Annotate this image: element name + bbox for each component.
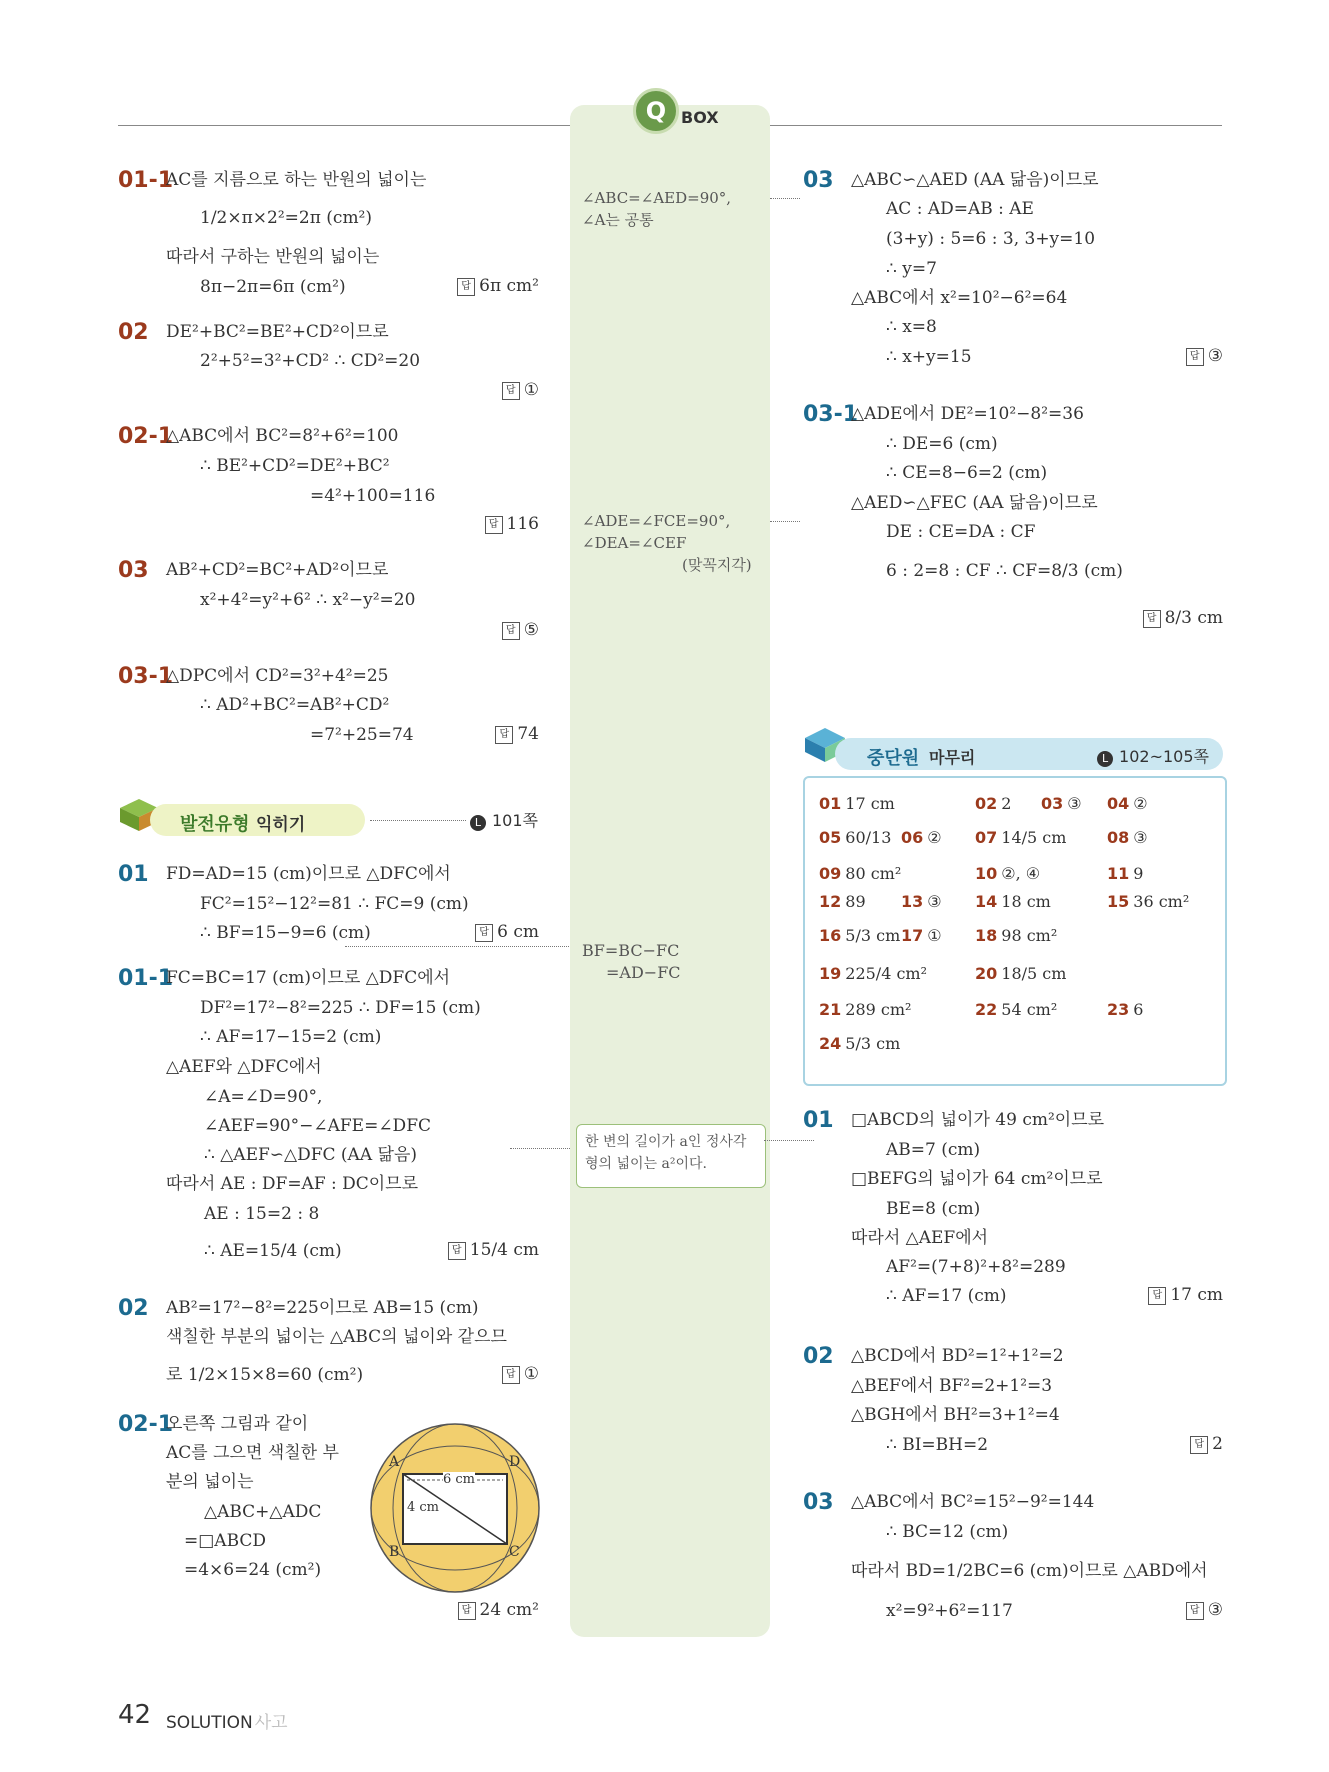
footer-label: SOLUTION 사고 [166, 1713, 288, 1733]
problem-number: 01 [118, 862, 149, 887]
text-line: =4×6=24 (cm²) [184, 1560, 322, 1580]
answer-grid-item [819, 794, 895, 813]
answer: 답 6 cm [475, 922, 539, 942]
problem-number: 03 [803, 1490, 834, 1515]
answer-grid-item [819, 964, 927, 983]
answer-grid-number: 03 [1041, 794, 1064, 813]
text-line: AC를 지름으로 하는 반원의 넓이는 [166, 170, 427, 190]
text-line: FD=AD=15 (cm)이므로 △DFC에서 [166, 864, 451, 884]
text-line: ∴ AF=17 (cm) [886, 1286, 1007, 1306]
page-ref-icon: L [1097, 751, 1113, 767]
problem-number: 01-1 [118, 168, 174, 193]
page-ref-icon: L [470, 815, 486, 831]
answer-grid-number: 18 [975, 926, 998, 945]
answer-icon: 답 [1148, 1287, 1166, 1305]
text-line: 1/2×π×2²=2π (cm²) [200, 208, 373, 228]
text-line: AE : 15=2 : 8 [204, 1204, 320, 1224]
text-line: △ADE에서 DE²=10²−8²=36 [851, 404, 1084, 424]
answer-grid-item [1107, 1000, 1143, 1019]
answer-grid-value: 98 cm² [1001, 926, 1058, 945]
figure-width-label: 6 cm [443, 1472, 476, 1487]
problem-number: 01 [803, 1108, 834, 1133]
answer-grid-number: 16 [819, 926, 842, 945]
q-note-card [576, 1124, 766, 1188]
answer-grid-value: 5/3 cm [845, 926, 901, 945]
answer-grid-item [901, 828, 942, 847]
answer-grid-value: 36 cm² [1133, 892, 1190, 911]
problem-number: 03-1 [118, 664, 174, 689]
answer-grid-item [975, 794, 1011, 813]
text-line: △ABC에서 x²=10²−6²=64 [851, 288, 1068, 308]
answer-icon: 답 [495, 726, 513, 744]
answer-grid-value: 17 cm [845, 794, 895, 813]
answer: 답 74 [495, 724, 539, 744]
text-line: AB²+CD²=BC²+AD²이므로 [166, 560, 389, 580]
section-header-bar [150, 804, 365, 836]
answer-grid-item [975, 1000, 1057, 1019]
text-line: △AED∽△FEC (AA 닮음)이므로 [851, 493, 1098, 513]
text-line: AC를 그으면 색칠한 부 [166, 1443, 339, 1463]
section-title-a: 중단원 [867, 748, 920, 769]
text-line: ∴ y=7 [886, 259, 937, 279]
answer-grid-value: 18 cm [1001, 892, 1051, 911]
answer-grid-number: 13 [901, 892, 924, 911]
text-line: △BCD에서 BD²=1²+1²=2 [851, 1346, 1064, 1366]
answer-grid-number: 23 [1107, 1000, 1130, 1019]
answer-grid-item [975, 964, 1066, 983]
problem-number: 03 [118, 558, 149, 583]
answer-grid-number: 21 [819, 1000, 842, 1019]
text-line: △BEF에서 BF²=2+1²=3 [851, 1376, 1053, 1396]
figure-label-c: C [509, 1544, 520, 1560]
answer-grid-number: 06 [901, 828, 924, 847]
answer-icon: 답 [457, 278, 475, 296]
answer-icon: 답 [448, 1242, 466, 1260]
answer: 답 15/4 cm [448, 1240, 539, 1260]
text-line: △DPC에서 CD²=3²+4²=25 [166, 666, 389, 686]
answer-grid-number: 22 [975, 1000, 998, 1019]
figure-label-d: D [509, 1454, 521, 1470]
answer-grid-number: 02 [975, 794, 998, 813]
answer-grid-number: 10 [975, 864, 998, 883]
answer-grid-item [1107, 828, 1148, 847]
answer-grid-item [975, 864, 1040, 883]
answer-grid-value: ③ [927, 892, 942, 911]
q-box-column [570, 105, 770, 1637]
text-line: △ABC에서 BC²=8²+6²=100 [166, 426, 399, 446]
text-line: △AEF와 △DFC에서 [166, 1057, 322, 1077]
text-line: ∴ BC=12 (cm) [886, 1522, 1009, 1542]
answer-grid-number: 17 [901, 926, 924, 945]
page-ref: L 101쪽 [470, 808, 538, 831]
answer-grid-item [975, 892, 1051, 911]
text-line: 2²+5²=3²+CD² ∴ CD²=20 [200, 351, 421, 371]
text-line: △BGH에서 BH²=3+1²=4 [851, 1405, 1060, 1425]
figure-label-a: A [389, 1454, 400, 1470]
q-note: ∠ADE=∠FCE=90°, ∠DEA=∠CEF (맞꼭지각) [582, 512, 752, 574]
text-line: FC²=15²−12²=81 ∴ FC=9 (cm) [200, 894, 469, 914]
text-line: 따라서 AE : DF=AF : DC이므로 [166, 1174, 419, 1194]
text-line: AB²=17²−8²=225이므로 AB=15 (cm) [166, 1298, 479, 1318]
answer-icon: 답 [502, 1366, 520, 1384]
text-line: △ABC+△ADC [204, 1502, 322, 1522]
text-line: ∴ BE²+CD²=DE²+BC² [200, 456, 390, 476]
answer-grid-value: 225/4 cm² [845, 964, 928, 983]
section-header-bar [835, 738, 1223, 770]
q-badge-icon: Q [633, 88, 679, 134]
text-line: ∠AEF=90°−∠AFE=∠DFC [204, 1116, 431, 1136]
answer-grid-item [901, 892, 942, 911]
answer-grid-value: ① [927, 926, 942, 945]
text-line: 6 : 2=8 : CF ∴ CF=8/3 (cm) [886, 561, 1123, 581]
answer-grid-item [1107, 892, 1189, 911]
answer-grid-number: 04 [1107, 794, 1130, 813]
problem-number: 02 [803, 1344, 834, 1369]
top-rule-right [770, 125, 1222, 126]
answer-icon: 답 [1143, 610, 1161, 628]
answer-grid-value: ② [927, 828, 942, 847]
answer-grid-item [901, 926, 942, 945]
answer-grid-number: 08 [1107, 828, 1130, 847]
text-line: ∠A=∠D=90°, [204, 1087, 323, 1107]
text-line: 따라서 BD=1/2BC=6 (cm)이므로 △ABD에서 [851, 1561, 1208, 1581]
answer: 답 ③ [1186, 1600, 1223, 1620]
answer-grid-item [975, 828, 1066, 847]
answer-grid-value: 6 [1133, 1000, 1144, 1019]
text-line: =□ABCD [184, 1531, 267, 1551]
answer-grid-value: 89 [845, 892, 866, 911]
text-line: DE : CE=DA : CF [886, 522, 1036, 542]
section-title-b: 마무리 [929, 748, 976, 767]
text-line: ∴ BI=BH=2 [886, 1435, 989, 1455]
text-line: 로 1/2×15×8=60 (cm²) [166, 1365, 364, 1385]
problem-number: 02-1 [118, 424, 174, 449]
section-title-b: 익히기 [256, 815, 306, 835]
answer-grid-value: 80 cm² [845, 864, 902, 883]
text-line: □ABCD의 넓이가 49 cm²이므로 [851, 1110, 1105, 1130]
leader-dots [345, 946, 569, 947]
text-line: ∴ x=8 [886, 317, 937, 337]
answer-grid-value: ② [1133, 794, 1148, 813]
leader-dots [370, 820, 466, 821]
answer-grid-value: 9 [1133, 864, 1144, 883]
text-line: 따라서 △AEF에서 [851, 1228, 989, 1248]
page-ref: L 102~105쪽 [1097, 744, 1209, 767]
answer-grid-item [1107, 794, 1148, 813]
answer-icon: 답 [502, 382, 520, 400]
leader-dots [770, 198, 800, 199]
answer-grid-item [1107, 864, 1143, 883]
answer: 답 ⑤ [502, 620, 539, 640]
answer: 답 ① [502, 1364, 539, 1384]
answer: 답 ① [502, 380, 539, 400]
text-line: ∴ △AEF∽△DFC (AA 닮음) [204, 1145, 417, 1165]
q-note: ∠ABC=∠AED=90°, ∠A는 공통 [582, 189, 732, 229]
answer-grid-number: 20 [975, 964, 998, 983]
answer-grid-item [819, 892, 866, 911]
text-line: AB=7 (cm) [886, 1140, 981, 1160]
section-title-a: 발전유형 [180, 814, 250, 835]
answer-grid-value: 54 cm² [1001, 1000, 1058, 1019]
answer-icon: 답 [485, 516, 503, 534]
answer-grid-item [975, 926, 1057, 945]
answer-grid-item [1041, 794, 1082, 813]
text-line: 분의 넓이는 [166, 1472, 254, 1492]
text-line: x²=9²+6²=117 [886, 1601, 1013, 1621]
answer-grid-number: 09 [819, 864, 842, 883]
text-line: x²+4²=y²+6² ∴ x²−y²=20 [200, 590, 416, 610]
text-line: 8π−2π=6π (cm²) [200, 277, 346, 297]
answer-grid-number: 15 [1107, 892, 1130, 911]
answer-grid [803, 776, 1227, 1086]
figure-square-circles [355, 1418, 555, 1598]
text-line: ∴ CE=8−6=2 (cm) [886, 463, 1048, 483]
top-rule-left [118, 125, 570, 126]
answer-grid-number: 07 [975, 828, 998, 847]
text-line: 오른쪽 그림과 같이 [166, 1414, 309, 1434]
answer-grid-value: ③ [1133, 828, 1148, 847]
answer-grid-value: 289 cm² [845, 1000, 912, 1019]
answer-grid-number: 24 [819, 1034, 842, 1053]
answer: 답 24 cm² [458, 1600, 540, 1620]
text-line: ∴ BF=15−9=6 (cm) [200, 923, 371, 943]
leader-dots [510, 1148, 570, 1149]
answer-icon: 답 [1186, 1602, 1204, 1620]
answer-grid-number: 11 [1107, 864, 1130, 883]
q-note: BF=BC−FC =AD−FC [582, 941, 681, 982]
problem-number: 02-1 [118, 1412, 174, 1437]
answer-icon: 답 [1190, 1436, 1208, 1454]
text-line: ∴ AD²+BC²=AB²+CD² [200, 695, 390, 715]
answer: 답 8/3 cm [1143, 608, 1223, 628]
leader-dots [770, 521, 800, 522]
text-line: 색칠한 부분의 넓이는 △ABC의 넓이와 같으므 [166, 1327, 507, 1347]
problem-number: 02 [118, 320, 149, 345]
answer-grid-item [819, 926, 900, 945]
text-line: =7²+25=74 [310, 725, 414, 745]
text-line: FC=BC=17 (cm)이므로 △DFC에서 [166, 968, 451, 988]
answer-grid-item [819, 828, 891, 847]
answer-icon: 답 [502, 622, 520, 640]
answer: 답 ③ [1186, 346, 1223, 366]
answer-grid-item [819, 864, 901, 883]
answer-grid-item [819, 1034, 900, 1053]
text-line: ∴ x+y=15 [886, 347, 972, 367]
text-line: AF²=(7+8)²+8²=289 [886, 1257, 1066, 1277]
answer-grid-item [819, 1000, 911, 1019]
problem-number: 02 [118, 1296, 149, 1321]
answer: 답 2 [1190, 1434, 1223, 1454]
q-note: 한 변의 길이가 a인 정사각 형의 넓이는 a²이다. [585, 1134, 747, 1172]
text-line: ∴ DE=6 (cm) [886, 434, 998, 454]
answer-grid-value: 2 [1001, 794, 1012, 813]
text-line: (3+y) : 5=6 : 3, 3+y=10 [886, 229, 1096, 249]
answer: 답 17 cm [1148, 1285, 1223, 1305]
answer-grid-number: 01 [819, 794, 842, 813]
answer-grid-value: 14/5 cm [1001, 828, 1067, 847]
text-line: DE²+BC²=BE²+CD²이므로 [166, 322, 389, 342]
answer-grid-value: 18/5 cm [1001, 964, 1067, 983]
answer-grid-value: ②, ④ [1001, 864, 1041, 883]
problem-number: 03 [803, 168, 834, 193]
answer-grid-value: ③ [1067, 794, 1082, 813]
figure-height-label: 4 cm [407, 1500, 440, 1515]
text-line: 따라서 구하는 반원의 넓이는 [166, 247, 380, 267]
text-line: △ABC에서 BC²=15²−9²=144 [851, 1492, 1095, 1512]
text-line: =4²+100=116 [310, 486, 436, 506]
answer-grid-number: 05 [819, 828, 842, 847]
text-line: △ABC∽△AED (AA 닮음)이므로 [851, 170, 1099, 190]
answer-icon: 답 [1186, 348, 1204, 366]
answer-grid-value: 5/3 cm [845, 1034, 901, 1053]
problem-number: 03-1 [803, 402, 859, 427]
answer-grid-number: 19 [819, 964, 842, 983]
problem-number: 01-1 [118, 966, 174, 991]
text-line: □BEFG의 넓이가 64 cm²이므로 [851, 1169, 1103, 1189]
answer-icon: 답 [458, 1602, 476, 1620]
answer-grid-number: 12 [819, 892, 842, 911]
page-number: 42 [118, 1700, 152, 1730]
box-label: BOX [681, 108, 719, 127]
leader-dots [764, 1140, 814, 1141]
text-line: DF²=17²−8²=225 ∴ DF=15 (cm) [200, 998, 481, 1018]
answer-icon: 답 [475, 924, 493, 942]
answer-grid-value: 60/13 [845, 828, 892, 847]
figure-label-b: B [389, 1544, 400, 1560]
text-line: AC : AD=AB : AE [886, 199, 1034, 219]
answer: 답 116 [485, 514, 539, 534]
text-line: ∴ AF=17−15=2 (cm) [200, 1027, 382, 1047]
answer-grid-number: 14 [975, 892, 998, 911]
text-line: ∴ AE=15/4 (cm) [204, 1241, 342, 1261]
text-line: BE=8 (cm) [886, 1199, 981, 1219]
answer: 답 6π cm² [457, 276, 539, 296]
